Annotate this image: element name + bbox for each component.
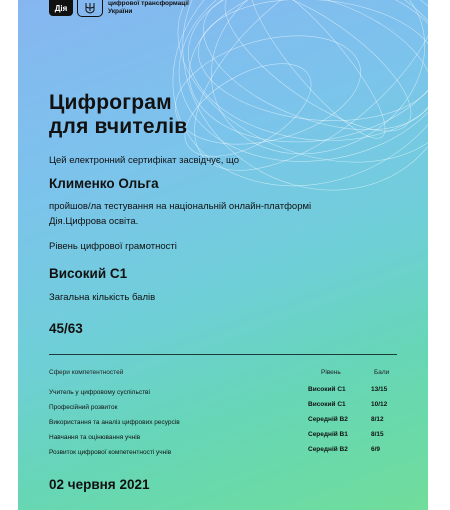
trident-emblem-icon [77, 0, 103, 17]
table-header-level: Рівень [321, 369, 341, 376]
table-row-level: Середній В1 [308, 431, 348, 438]
total-value: 45/63 [49, 321, 83, 336]
table-header-score: Бали [374, 369, 390, 376]
passed-text: пройшов/ла тестування на національній онлайн-платформі Дія.Цифрова освіта. [49, 201, 312, 227]
table-row-label: Навчання та оцінювання учнів [49, 434, 141, 441]
divider [49, 354, 397, 355]
header-logos [49, 0, 189, 18]
table-header-competence: Сфери компетентностей [49, 369, 124, 376]
table-row-score: 8/15 [371, 431, 384, 438]
table-row-score: 8/12 [371, 416, 384, 423]
certificate [18, 0, 428, 510]
table-row-level: Високий С1 [308, 401, 346, 408]
table-row-label: Використання та аналіз цифрових ресурсів [49, 419, 180, 426]
table-row-score: 6/9 [371, 446, 381, 453]
table-row-level: Високий С1 [308, 386, 346, 393]
level-value: Високий С1 [49, 266, 128, 281]
certifies-text: Цей електронний сертифікат засвідчує, що [49, 155, 240, 166]
table-row-score: 10/12 [371, 401, 388, 408]
total-label: Загальна кількість балів [49, 292, 156, 303]
issue-date: 02 червня 2021 [49, 477, 150, 492]
certificate-title: Цифрограм для вчителів [49, 91, 188, 138]
table-row-label: Учитель у цифровому суспільстві [49, 389, 150, 396]
table-row-score: 13/15 [371, 386, 388, 393]
table-row-label: Професійний розвиток [49, 404, 118, 411]
recipient-name: Клименко Ольга [49, 176, 159, 191]
table-row-level: Середній В2 [308, 446, 348, 453]
ministry-name: цифрової трансформації України [108, 0, 189, 15]
diya-logo: Дія [49, 0, 73, 16]
level-label: Рівень цифрової грамотності [49, 241, 177, 252]
table-row-label: Розвиток цифрової компетентності учнів [49, 449, 172, 456]
table-row-level: Середній В2 [308, 416, 348, 423]
